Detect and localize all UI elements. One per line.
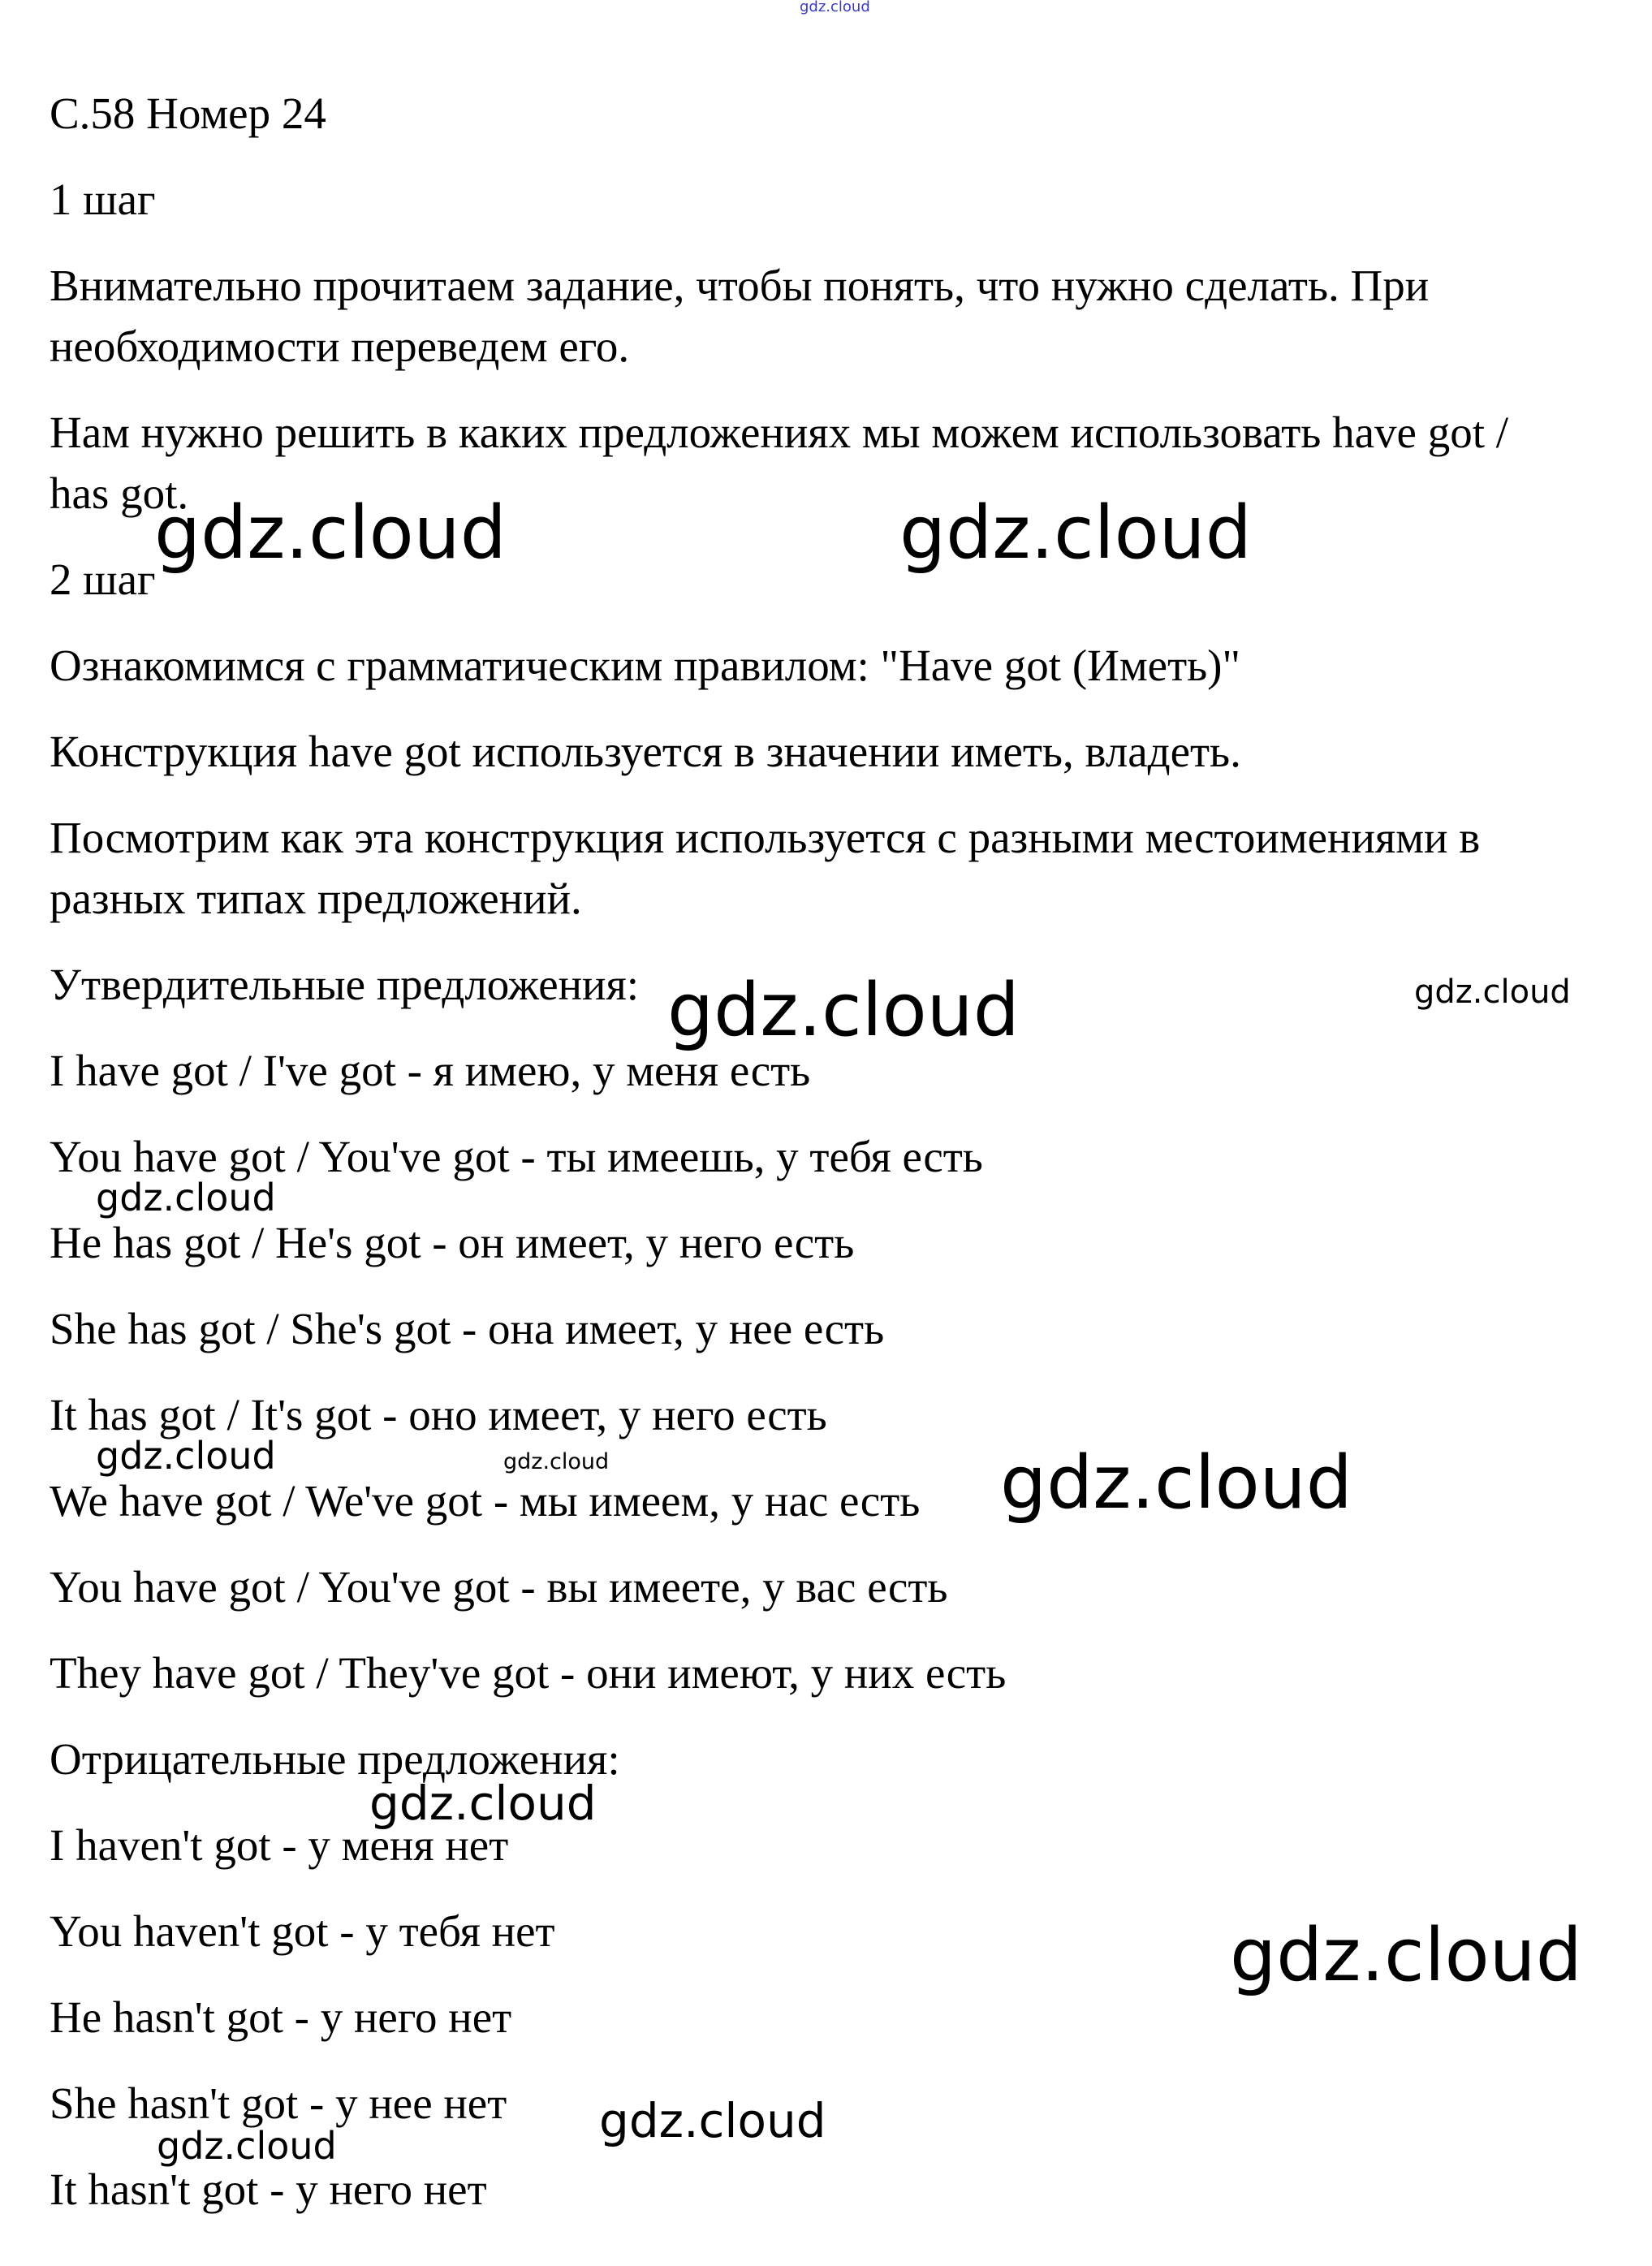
example-line: He hasn't got - у него нет bbox=[50, 1992, 512, 2042]
step-label: 1 шаг bbox=[50, 175, 156, 224]
watermark: gdz.cloud bbox=[96, 1176, 276, 1219]
page-heading: С.58 Номер 24 bbox=[50, 88, 326, 138]
example-line: You have got / You've got - ты имеешь, у тебя есть bbox=[50, 1132, 983, 1181]
example-line: It has got / It's got - оно имеет, у него есть bbox=[50, 1390, 827, 1439]
example-line: You haven't got - у тебя нет bbox=[50, 1906, 555, 1956]
paragraph-line: разных типах предложений. bbox=[50, 874, 582, 923]
watermark: gdz.cloud bbox=[1000, 1440, 1352, 1526]
watermark: gdz.cloud bbox=[96, 1434, 276, 1478]
example-line: She hasn't got - у нее нет bbox=[50, 2078, 507, 2128]
watermark: gdz.cloud bbox=[599, 2093, 826, 2148]
paragraph-line: Нам нужно решить в каких предложениях мы можем использовать have got / bbox=[50, 408, 1509, 457]
watermark: gdz.cloud bbox=[800, 0, 870, 15]
example-line: It hasn't got - у него нет bbox=[50, 2165, 487, 2214]
paragraph-line: необходимости переведем его. bbox=[50, 322, 630, 371]
example-line: I haven't got - у меня нет bbox=[50, 1820, 509, 1870]
example-line: They have got / They've got - они имеют, у них есть bbox=[50, 1648, 1007, 1698]
paragraph-line: Внимательно прочитаем задание, чтобы понять, что нужно сделать. При bbox=[50, 261, 1430, 310]
watermark: gdz.cloud bbox=[1414, 973, 1571, 1011]
example-line: You have got / You've got - вы имеете, у вас есть bbox=[50, 1562, 948, 1612]
watermark: gdz.cloud bbox=[369, 1776, 597, 1831]
section-label: Отрицательные предложения: bbox=[50, 1734, 620, 1784]
paragraph-line: has got. bbox=[50, 468, 189, 518]
example-line: We have got / We've got - мы имеем, у нас есть bbox=[50, 1476, 921, 1526]
example-line: She has got / She's got - она имеет, у нее есть bbox=[50, 1304, 885, 1353]
watermark: gdz.cloud bbox=[1230, 1913, 1582, 1998]
paragraph-line: Конструкция have got используется в значении иметь, владеть. bbox=[50, 727, 1241, 776]
watermark: gdz.cloud bbox=[667, 968, 1020, 1053]
watermark: gdz.cloud bbox=[899, 490, 1252, 576]
watermark: gdz.cloud bbox=[157, 2124, 337, 2168]
paragraph-line: Ознакомимся с грамматическим правилом: "Have got (Иметь)" bbox=[50, 641, 1240, 690]
paragraph-line: Посмотрим как эта конструкция используется с разными местоимениями в bbox=[50, 813, 1481, 862]
example-line: He has got / He's got - он имеет, у него есть bbox=[50, 1218, 855, 1267]
watermark: gdz.cloud bbox=[503, 1449, 610, 1474]
section-label: Утвердительные предложения: bbox=[50, 960, 640, 1009]
step-label: 2 шаг bbox=[50, 555, 156, 604]
watermark: gdz.cloud bbox=[154, 490, 507, 576]
example-line: I have got / I've got - я имею, у меня есть bbox=[50, 1046, 811, 1095]
